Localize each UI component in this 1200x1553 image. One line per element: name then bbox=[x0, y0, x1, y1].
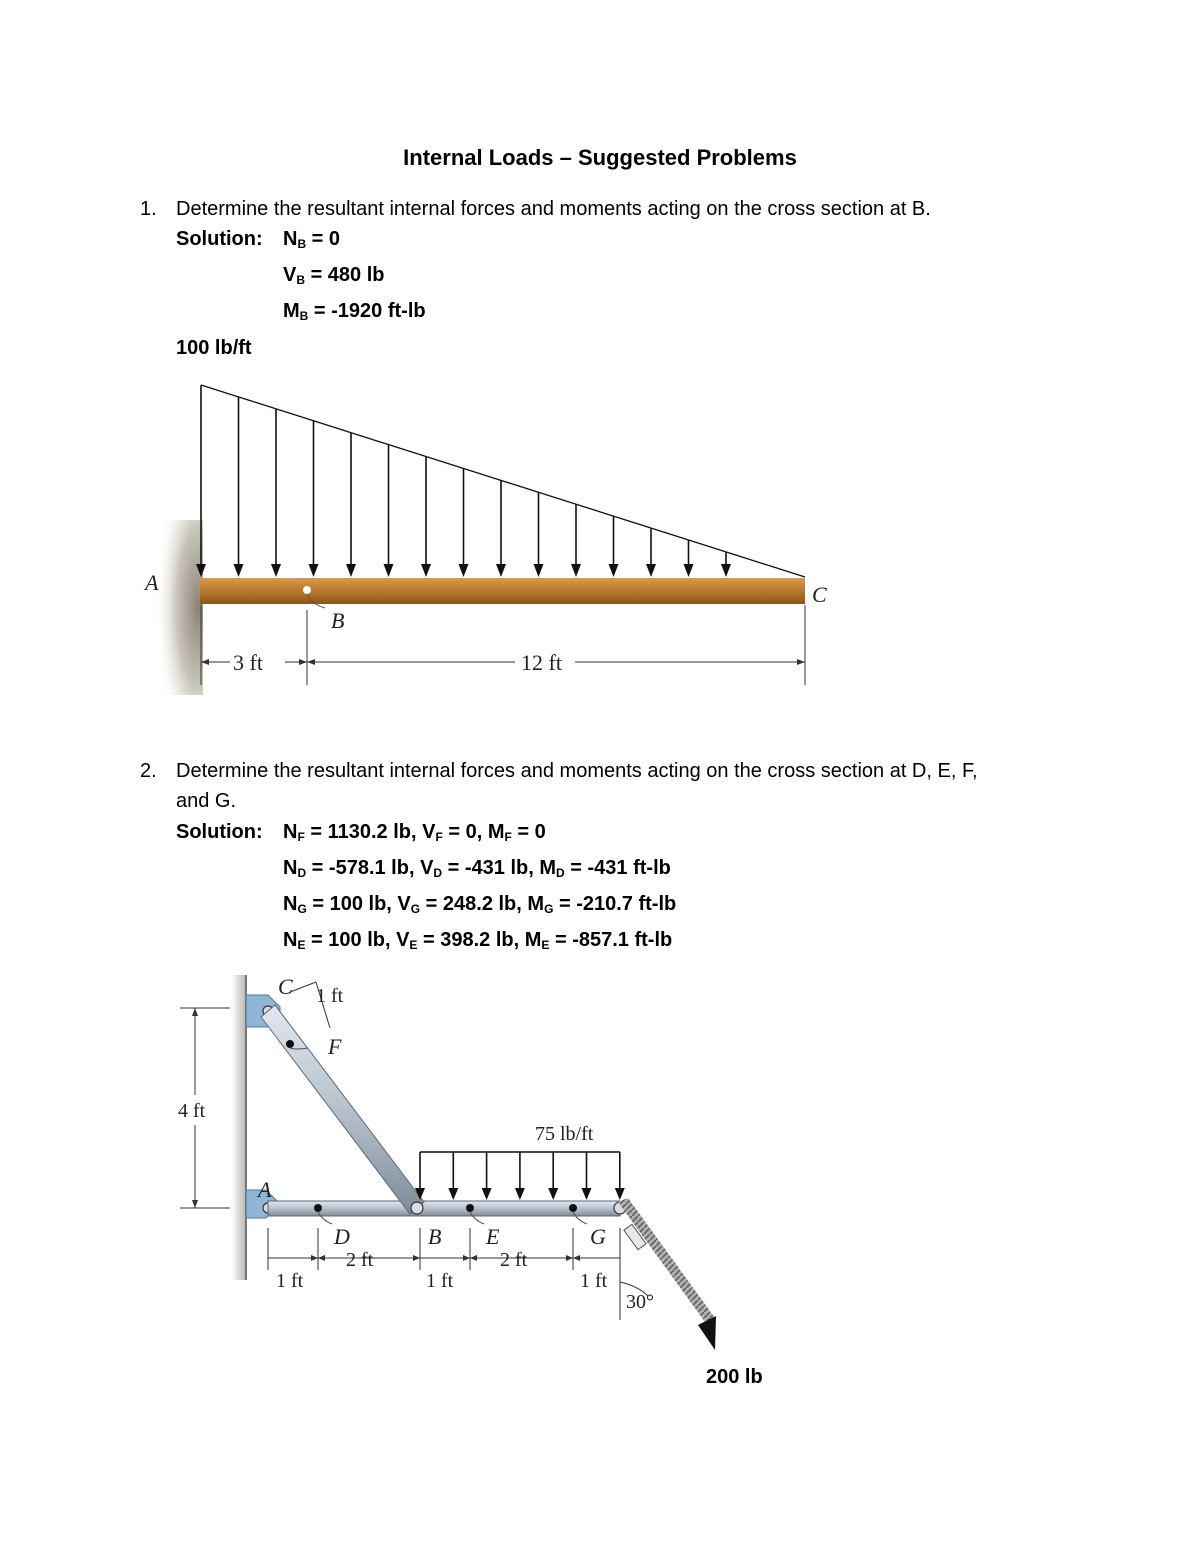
dim-db: 2 ft bbox=[346, 1249, 374, 1271]
load-arrow-head bbox=[582, 1188, 592, 1200]
problem1-answers bbox=[283, 224, 426, 332]
answer-term: $M_E = -857.1$ ft-lb bbox=[524, 929, 673, 952]
dim-ad: 1 ft bbox=[276, 1270, 304, 1292]
answer-line bbox=[283, 925, 676, 961]
load-arrow-head bbox=[548, 1188, 558, 1200]
answer-term: $V_G = 248.2$ lb, bbox=[397, 893, 528, 916]
answer-term: $M_D = -431$ ft-lb bbox=[539, 857, 671, 880]
load-arrow-head bbox=[684, 564, 694, 577]
load-arrow-head bbox=[346, 564, 356, 577]
dim-g-end: 1 ft bbox=[580, 1270, 608, 1292]
label-point-b: B bbox=[331, 608, 345, 633]
load-arrow-head bbox=[421, 564, 431, 577]
dim-ab: 3 ft bbox=[233, 650, 263, 675]
load-arrow-head bbox=[496, 564, 506, 577]
problem1-solution-label: Solution: bbox=[176, 228, 263, 250]
dim-height: 4 ft bbox=[178, 1100, 206, 1122]
problem1-text: Determine the resultant internal forces and moments acting on the cross section at B. bbox=[176, 198, 931, 220]
load-envelope bbox=[201, 385, 805, 577]
dim-bc: 12 ft bbox=[521, 650, 562, 675]
dim-eg: 2 ft bbox=[500, 1249, 528, 1271]
load-arrow-head bbox=[721, 564, 731, 577]
problem2-solution-label: Solution: bbox=[176, 821, 263, 843]
wall-support bbox=[232, 975, 246, 1280]
answer-term: $V_B = 480$ lb bbox=[283, 264, 385, 287]
answer-term: $M_B = -1920$ ft-lb bbox=[283, 300, 426, 323]
load-arrow-head bbox=[646, 564, 656, 577]
answer-term: $N_D = -578.1$ lb, bbox=[283, 857, 421, 880]
answer-term: $V_E = 398.2$ lb, bbox=[396, 929, 525, 952]
load-arrow-head bbox=[234, 564, 244, 577]
dim-be: 1 ft bbox=[426, 1270, 454, 1292]
page-title: Internal Loads – Suggested Problems bbox=[403, 145, 797, 170]
beam-figure-1 bbox=[135, 370, 855, 700]
load-arrow-head bbox=[482, 1188, 492, 1200]
answer-line bbox=[283, 889, 676, 925]
problem1-load-label: 100 lb/ft bbox=[176, 337, 252, 359]
problem2-text-line2: and G. bbox=[176, 790, 237, 812]
load-arrow-head bbox=[448, 1188, 458, 1200]
distributed-load-arrows bbox=[415, 1152, 625, 1200]
load-arrow-head bbox=[459, 564, 469, 577]
answer-line bbox=[283, 224, 426, 260]
load-arrow-head bbox=[384, 564, 394, 577]
answer-term: $N_E = 100$ lb, bbox=[283, 929, 397, 952]
label-point-c: C bbox=[812, 582, 827, 607]
answer-line bbox=[283, 853, 676, 889]
label-point-a: A bbox=[145, 570, 159, 595]
force-label: 200 lb bbox=[706, 1366, 763, 1388]
dist-load-label: 75 lb/ft bbox=[535, 1123, 594, 1145]
distributed-load-arrows bbox=[196, 385, 731, 577]
answer-line bbox=[283, 260, 426, 296]
answer-term: $V_F = 0$, bbox=[422, 821, 488, 844]
answer-term: $M_G = -210.7$ ft-lb bbox=[527, 893, 677, 916]
label-point-g: G bbox=[590, 1224, 606, 1249]
answer-term: $N_B = 0$ bbox=[283, 228, 341, 251]
answer-term: $N_G = 100$ lb, bbox=[283, 893, 398, 916]
load-arrow-head bbox=[309, 564, 319, 577]
label-point-c: C bbox=[278, 974, 293, 999]
problem2-text-line1: Determine the resultant internal forces and moments acting on the cross section at D, E, F, bbox=[176, 760, 978, 782]
angle-label: 30° bbox=[626, 1291, 654, 1313]
answer-term: $N_F = 1130.2$ lb, bbox=[283, 821, 423, 844]
load-arrow-head bbox=[515, 1188, 525, 1200]
load-arrow-head bbox=[609, 564, 619, 577]
problem1-number: 1. bbox=[140, 198, 157, 220]
answer-line bbox=[283, 296, 426, 332]
answer-term: $M_F = 0$ bbox=[487, 821, 546, 844]
problem2-number: 2. bbox=[140, 760, 157, 782]
label-point-f: F bbox=[328, 1034, 342, 1059]
force-arrow bbox=[698, 1316, 716, 1350]
beam bbox=[200, 578, 805, 604]
dim-cf: 1 ft bbox=[316, 985, 344, 1007]
load-arrow-head bbox=[271, 564, 281, 577]
frame-figure-2 bbox=[170, 970, 740, 1360]
wall-support bbox=[155, 520, 203, 695]
label-point-e: E bbox=[486, 1224, 500, 1249]
answer-term: $V_D = -431$ lb, bbox=[420, 857, 540, 880]
load-arrow-head bbox=[534, 564, 544, 577]
inclined-member bbox=[261, 1005, 424, 1214]
problem2-answers bbox=[283, 817, 676, 961]
section-b-marker bbox=[303, 586, 311, 594]
label-point-b: B bbox=[428, 1224, 442, 1249]
label-point-d: D bbox=[334, 1224, 350, 1249]
load-arrow-head bbox=[571, 564, 581, 577]
answer-line bbox=[283, 817, 676, 853]
label-point-a: A bbox=[258, 1177, 272, 1202]
load-arrow-head bbox=[615, 1188, 625, 1200]
